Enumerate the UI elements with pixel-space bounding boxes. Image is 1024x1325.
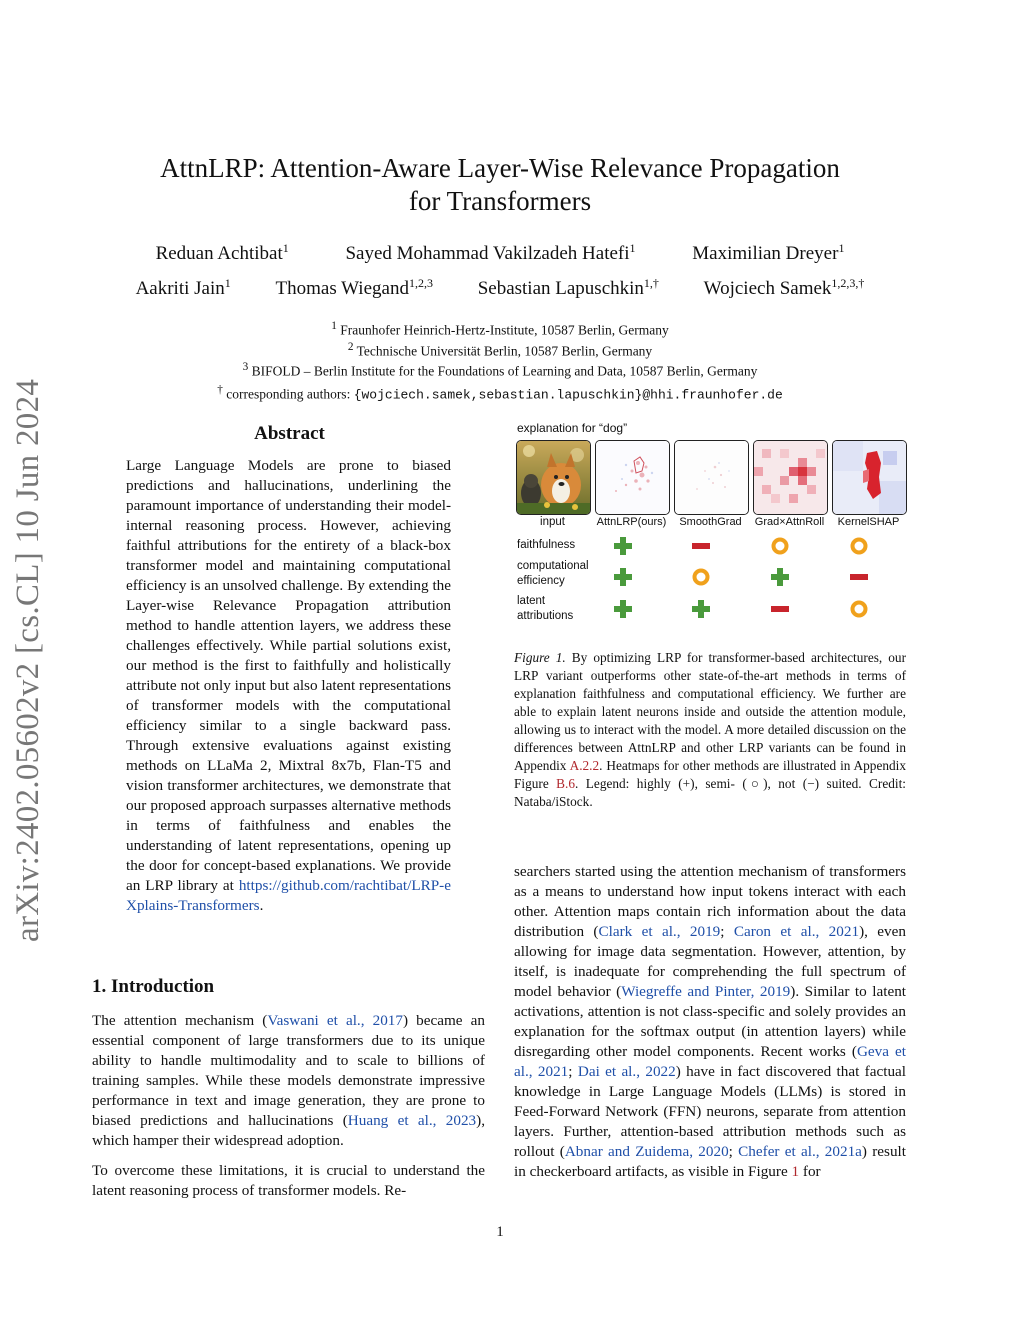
intro-paragraph-2: To overcome these limitations, it is crucial to understand the latent reasoning process of transformer models. Re- (92, 1162, 485, 1199)
gradattnroll-heatmap (753, 440, 828, 515)
column-label-gradattnroll: Grad×AttnRoll (754, 516, 825, 528)
kernelshap-heatmap (832, 440, 907, 515)
citation-link[interactable]: Geva et al., 2021 (514, 1043, 906, 1080)
author: Sayed Mohammad Vakilzadeh Hatefi$^1$ (345, 241, 636, 265)
author: Wojciech Samek$^{1,2,3,\dagger}$ (703, 276, 865, 300)
appendix-figure-ref-link[interactable]: B.6 (556, 776, 576, 791)
affiliation: $^1$ Fraunhofer Heinrich-Hertz-Institute, 10587 Berlin, Germany (331, 320, 669, 338)
row-label-latent-attributions: latent attributions (517, 595, 574, 622)
citation-link[interactable]: Abnar and Zuidema, 2020 (564, 1143, 729, 1160)
figure-1-caption: Figure 1. By optimizing LRP for transformer-based architectures, our LRP variant outperforms other state-of-the-art methods in terms of explanation faithfulness and computational efficiency. We further are able to explain latent neurons inside and outside the attention module, allowing us to interact with the model. A more detailed discussion on the differences between AttnLRP and other LRP variants can be found in Appendix A.2.2. Heatmaps for other methods are illustrated in Appendix Figure B.6. Legend: highly (+), semi- (○), not (−) suited. Credit: Nataba/iStock. (514, 650, 906, 809)
page-number: 1 (496, 1224, 504, 1240)
column-label-kernelshap: KernelSHAP (837, 516, 900, 528)
intro-text (92, 1011, 485, 1211)
citation-link[interactable]: Wiegreffe and Pinter, 2019 (621, 983, 791, 1000)
citation-link[interactable]: Caron et al., 2021 (733, 923, 860, 940)
minus-mark (769, 598, 791, 620)
row-label-computational-efficiency: computational efficiency (517, 560, 589, 587)
authors-row-2 (0, 276, 1000, 300)
column-label-smoothgrad: SmoothGrad (679, 516, 742, 528)
corresponding-authors: † corresponding authors: {wojciech.samek,sebastian.lapuschkin}@hhi.fraunhofer.de (217, 383, 783, 402)
title-line-2: for Transformers (408, 186, 592, 216)
author: Sebastian Lapuschkin$^{1,\dagger}$ (477, 276, 659, 300)
plus-mark (612, 598, 634, 620)
dog-photo (517, 441, 590, 514)
affiliations (0, 318, 1000, 403)
figure-title: explanation for “dog” (517, 421, 628, 435)
citation-link[interactable]: Chefer et al., 2021a (738, 1143, 862, 1160)
corresponding-emails[interactable]: {wojciech.samek,sebastian.lapuschkin}@hhi.fraunhofer.de (353, 387, 783, 402)
row-label-faithfulness: faithfulness (517, 539, 576, 551)
author: Reduan Achtibat$^1$ (155, 241, 289, 265)
minus-mark (848, 566, 870, 588)
plus-mark (769, 566, 791, 588)
circle-mark (690, 566, 712, 588)
plus-mark (612, 535, 634, 557)
abstract-text: Large Language Models are prone to biased predictions and hallucinations, underlining the paramount importance of understanding their model-internal reasoning process. However, achieving faithful attributions for the entirety of a black-box transformer model and maintaining computational efficiency is an unsolved challenge. By extending the Layer-wise Relevance Propagation attribution method to handle attention layers, we address these challenges effectively. While partial solutions exist, our method is the first to faithfully and holistically attribute not only input but also latent representations of transformer models with the computational efficiency similar to a single backward pass. Through extensive evaluations against existing methods on LLaMa 2, Mixtral 8x7b, Flan-T5 and vision transformer architectures, we demonstrate that our proposed approach surpasses alternative methods in terms of faithfulness and enables the understanding of latent representations, opening up the door for concept-based explanations. We provide an LRP library at https://github.com/rachtibat/LRP-eXplains-Transformers. (126, 457, 451, 914)
title-line-1: AttnLRP: Attention-Aware Layer-Wise Relevance Propagation (160, 153, 840, 183)
smoothgrad-heatmap (674, 440, 749, 515)
affiliation: $^2$ Technische Universität Berlin, 10587 Berlin, Germany (347, 340, 653, 358)
section-heading-introduction: 1. Introduction (92, 976, 215, 997)
minus-mark (690, 535, 712, 557)
paper-title (0, 152, 1000, 218)
author: Maximilian Dreyer$^1$ (692, 241, 845, 265)
citation-link[interactable]: Clark et al., 2019 (598, 923, 721, 940)
affiliation: $^3$ BIFOLD – Berlin Institute for the Foundations of Learning and Data, 10587 Berlin, Germany (242, 361, 758, 379)
figure-ref-link[interactable]: 1 (791, 1163, 800, 1180)
author: Thomas Wiegand$^{1,2,3}$ (275, 276, 433, 300)
arxiv-stamp: arXiv:2402.05602v2 [cs.CL] 10 Jun 2024 (10, 378, 46, 942)
figure-1 (514, 420, 906, 625)
citation-link[interactable]: Vaswani et al., 2017 (267, 1012, 403, 1029)
appendix-ref-link[interactable]: A.2.2 (569, 758, 600, 773)
right-column-text: searchers started using the attention mechanism of transformers as a means to understand how input tokens interact with each other. Attention maps contain rich information about the data distribution (Clark et al., 2019; Caron et al., 2021), even allowing for image data segmentation. However, attention, by itself, is inadequate for comprehending the full spectrum of model behavior (Wiegreffe and Pinter, 2019). Similar to latent activations, attention is not class-specific and solely provides an explanation for the softmax output (in attention layers) while disregarding other model components. Recent works (Geva et al., 2021; Dai et al., 2022) have in fact discovered that factual knowledge in Large Language Models (LLMs) is stored in Feed-Forward Network (FFN) neurons, separate from attention layers. Further, attention-based attribution methods such as rollout (Abnar and Zuidema, 2020; Chefer et al., 2021a) result in checkerboard artifacts, as visible in Figure 1 for (514, 863, 907, 1180)
abstract-heading: Abstract (254, 423, 325, 444)
library-link[interactable]: https://github.com/rachtibat/LRP-eXplains-Transformers (126, 877, 451, 914)
plus-mark (612, 566, 634, 588)
authors-row-1 (0, 241, 1000, 265)
column-label-attnlrp: AttnLRP(ours) (596, 516, 667, 528)
circle-mark (848, 535, 870, 557)
citation-link[interactable]: Huang et al., 2023 (347, 1112, 477, 1129)
intro-paragraph-1: The attention mechanism (Vaswani et al., 2017) became an essential component of large transformers due to its unique ability to handle multimodality and to scale to billions of training samples. While these models demonstrate impressive performance in text and image generation, they are prone to biased predictions and hallucinations (Huang et al., 2023), which hamper their widespread adoption. (92, 1012, 485, 1149)
plus-mark (690, 598, 712, 620)
input-image-thumbnail (516, 440, 591, 515)
circle-mark (769, 535, 791, 557)
author: Aakriti Jain$^1$ (135, 276, 231, 300)
attnlrp-heatmap (595, 440, 670, 515)
citation-link[interactable]: Dai et al., 2022 (577, 1063, 676, 1080)
column-label-input: input (540, 516, 565, 528)
circle-mark (848, 598, 870, 620)
